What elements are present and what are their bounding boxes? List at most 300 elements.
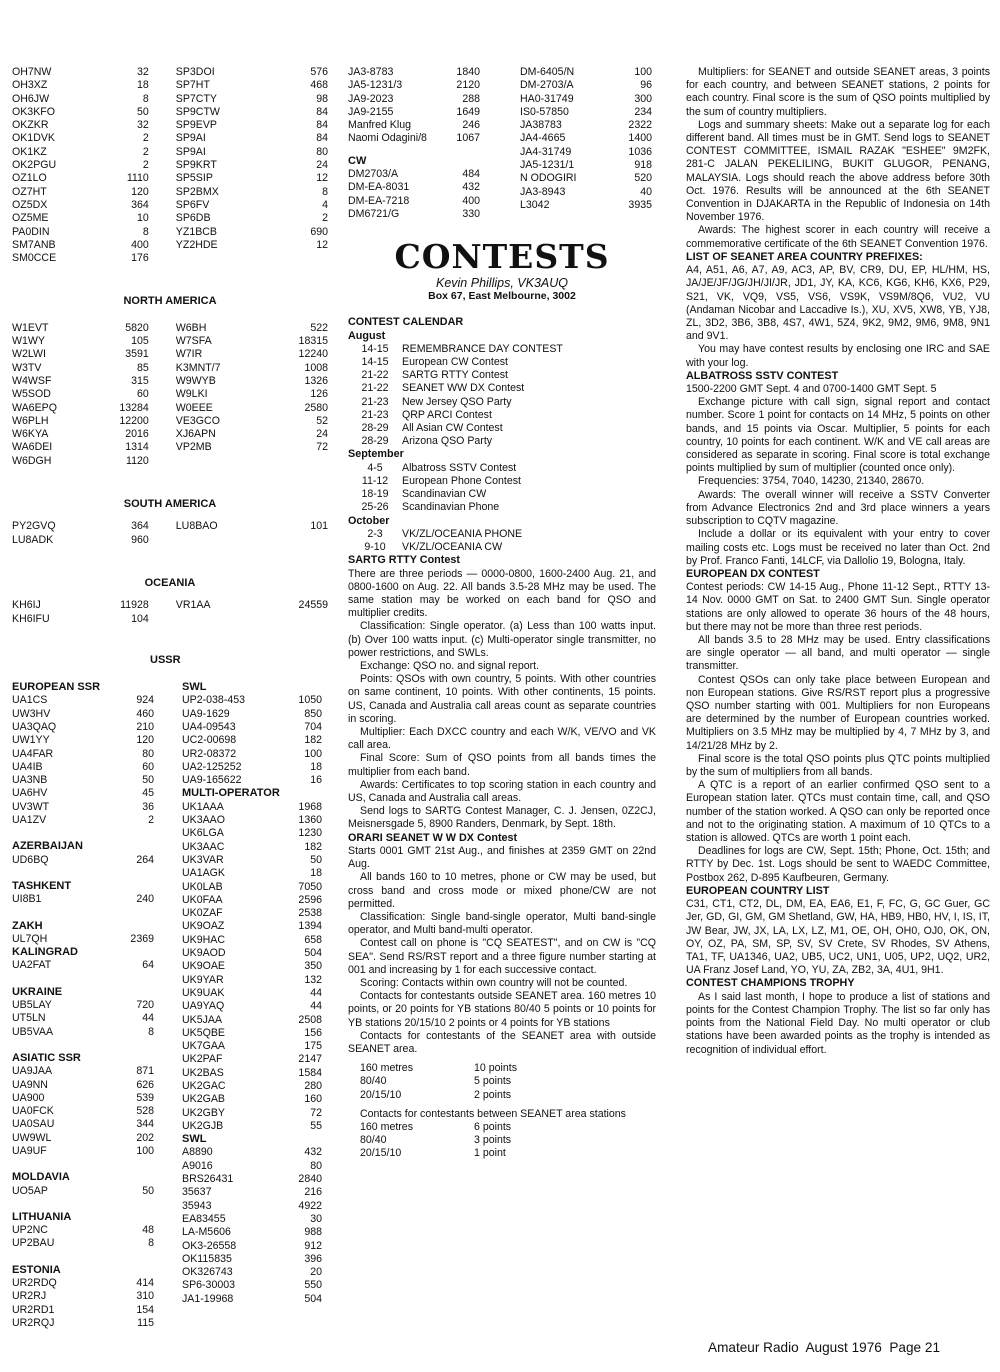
score-cell: 12240 (298, 348, 328, 361)
score-cell: 3935 (628, 198, 652, 211)
spacer (149, 172, 176, 185)
score-cell: 80 (142, 747, 154, 760)
callsign-cell: W6BH (175, 321, 207, 334)
callsign-cell: 35637 (182, 1186, 212, 1199)
spacer (149, 348, 176, 361)
spacer (149, 186, 176, 199)
callsign-cell: UK0FAA (182, 893, 223, 906)
page-footer: Amateur Radio August 1976 Page 21 (708, 1340, 941, 1355)
table-row (12, 748, 182, 761)
score-cell: 12 (316, 238, 328, 251)
score-cell: 115 (137, 1316, 154, 1329)
calendar-september: September (348, 448, 404, 461)
table-row (12, 1290, 182, 1303)
callsign-cell: SM0CCE (12, 252, 57, 265)
score-cell: 658 (304, 933, 322, 946)
table-row (12, 66, 328, 79)
table-row (12, 599, 328, 612)
score-cell: 8 (148, 1237, 154, 1250)
table-row (182, 934, 328, 947)
callsign-cell: UR2-08372 (182, 747, 237, 760)
callsign-cell: BRS26431 (182, 1173, 234, 1186)
callsign-cell: Manfred Klug (348, 119, 412, 132)
callsign-cell: SP9AI (175, 145, 206, 158)
score-cell: 98 (316, 92, 328, 105)
score-cell: 154 (136, 1303, 154, 1316)
callsign-cell (176, 534, 270, 547)
score-cell: 2 (142, 159, 149, 172)
table-row (520, 66, 652, 79)
spacer (149, 132, 176, 145)
score-cell: 55 (310, 1119, 322, 1132)
score-cell: 84 (316, 119, 328, 132)
callsign-cell: DM-EA-8031 (348, 181, 410, 194)
score-cell: 1326 (304, 374, 328, 387)
rules-para: Awards: The highest scorer in each country will receive a commemorative certificate of the 6th SEANET Convention 1976. (686, 224, 990, 250)
score-cell: 504 (304, 947, 322, 960)
ccc-heading: CONTEST CHAMPIONS TROPHY (686, 977, 855, 990)
table-row (12, 734, 182, 747)
table-row (520, 172, 652, 185)
table-row (348, 132, 480, 145)
table-row (12, 335, 328, 348)
calendar-entry (348, 396, 656, 409)
callsign-cell: UK0LAB (182, 880, 223, 893)
callsign-cell: UA900 (12, 1091, 45, 1104)
table-row (520, 199, 652, 212)
callsign-cell: A9016 (182, 1159, 213, 1172)
table-row (12, 93, 328, 106)
score-cell: 1050 (298, 694, 322, 707)
score-cell: 1584 (298, 1066, 322, 1079)
callsign-cell: HA0-31749 (520, 92, 574, 105)
score-cell: 3591 (125, 348, 149, 361)
callsign-cell: SP7HT (175, 79, 210, 92)
callsign-cell: UA9YAQ (182, 1000, 225, 1013)
score-cell: 871 (136, 1065, 154, 1078)
albatross-para: Exchange picture with call sign, signal report and contact number. Score 1 point for contacts on 14 MHz, 5 points on other bands, and 15 points via Oscar. Multiplier, 5 points for each country, 10 points for each continent. W/K and VE call areas are considered as separate in scoring. Final score is total exchange points multiplied by sum of multiplier (counted once only). (686, 396, 990, 475)
calendar-entry (348, 475, 656, 488)
callsign-cell: SP6FV (175, 198, 210, 211)
table-row (12, 1012, 182, 1025)
table-row (12, 534, 328, 547)
callsign-cell: UK2GAB (182, 1093, 225, 1106)
callsign-cell: UA0FCK (12, 1105, 54, 1118)
score-cell: 460 (136, 707, 154, 720)
eudx-para: A QTC is a report of an earlier confirmed QSO sent to a European station later. QTCs must contain time, call, and QSO number of the station worked. A QSO can only be reported once and not to the originating station. A maximum of 10 QTCs to a station is allowed. QTCs are worth 1 point each. (686, 779, 990, 845)
callsign-cell: DM-6405/N (520, 66, 575, 78)
table-row (182, 1067, 328, 1080)
table-row (12, 854, 182, 867)
table-row (182, 1240, 328, 1253)
table-row (182, 734, 328, 747)
region-heading: ASIATIC SSR (12, 1051, 81, 1064)
score-cell: 44 (310, 1000, 322, 1013)
calendar-september-list (348, 462, 656, 515)
callsign-cell: DM2703/A (348, 168, 399, 181)
table-row (12, 348, 328, 361)
callsign-cell: UK0ZAF (182, 907, 223, 920)
score-cell: 60 (142, 760, 154, 773)
calendar-event: VK/ZL/OCEANIA PHONE (402, 527, 523, 540)
europe-results-table (12, 66, 328, 265)
prefix-list: A4, A51, A6, A7, A9, AC3, AP, BV, CR9, DU, EP, HL/HM, HS, JA/JE/JF/JG/JH/JI/JR, JD1, JY, KA, KC6, KG6, KH6, KX6, P29, S21, VK, VQ9, VS5, VS6, VS9K, VS9M/8Q6, VU2, VU (Andaman Nicobar and Laccadive Is.), XU, XV5, XW8, YB, YJ8, ZL, 3D2, 3B6, 3B8, 4S7, 4W1, 5Z4, 9K2, 9M2, 9M6, 9M8, 9N1 and 9V1. (686, 264, 990, 343)
spacer (149, 146, 176, 159)
calendar-entry (348, 343, 656, 356)
callsign-cell: OH6JW (12, 92, 50, 105)
table-row (348, 93, 480, 106)
callsign-cell (176, 455, 270, 468)
callsign-cell: UA3NB (12, 774, 48, 787)
swl-results-right (520, 66, 652, 221)
table-row (348, 195, 480, 208)
callsign-cell: JA9-2023 (348, 92, 394, 105)
calendar-october-list (348, 528, 656, 554)
table-row (12, 801, 182, 814)
eudx-para: Final score is the total QSO points plus QTC points multiplied by the sum of multipliers from all bands. (686, 752, 990, 779)
table-row (348, 119, 480, 132)
sartg-para: Send logs to SARTG Contest Manager, C. J. Jensen, 0Z2CJ, Meisnersgade 5, 8900 Randers, Denmark, by Sept. 18th. (348, 805, 656, 831)
callsign-cell: SP6DB (175, 212, 211, 225)
callsign-cell: UA2FAT (12, 959, 52, 972)
score-cell: 1840 (456, 66, 480, 78)
callsign-cell: UR2RQJ (12, 1316, 55, 1329)
spacer (149, 252, 176, 265)
score-cell: 720 (136, 999, 154, 1012)
band-cell: 20/15/10 (360, 1147, 402, 1160)
table-row (12, 172, 328, 185)
callsign-cell: KH6IJ (12, 599, 41, 612)
score-cell (270, 534, 328, 547)
score-cell: 2596 (298, 893, 322, 906)
spacer (149, 199, 176, 212)
albatross-para: 1500-2200 GMT Sept. 4 and 0700-1400 GMT Sept. 5 (686, 383, 937, 396)
score-cell: 850 (304, 707, 322, 720)
region-heading: AZERBAIJAN (12, 840, 83, 853)
spacer (149, 226, 176, 239)
score-cell: 24 (316, 428, 328, 441)
callsign-cell: SP9EVP (175, 119, 218, 132)
calendar-event: All Asian CW Contest (402, 422, 503, 435)
north-america-heading: NORTH AMERICA (123, 295, 217, 308)
sartg-para: Classification: Single operator. (a) Less than 100 watts input. (b) Over 100 watts input. (c) Multi-operator single transmitter, no power restrictions, and SWLs. (348, 620, 656, 659)
callsign-cell: 35943 (182, 1199, 212, 1212)
callsign-cell: UK9OAZ (182, 920, 225, 933)
sartg-para: Multiplier: Each DXCC country and each W/K, VE/VO and VK call area. (348, 726, 656, 752)
table-row (12, 455, 328, 468)
score-cell: 202 (136, 1131, 154, 1144)
score-cell: 104 (131, 612, 149, 625)
callsign-cell: JA4-31749 (520, 145, 572, 158)
score-cell: 156 (304, 1026, 322, 1039)
region-heading: MULTI-OPERATOR (182, 787, 280, 800)
table-row (182, 1173, 328, 1186)
callsign-cell: UW3HV (12, 707, 51, 720)
orari-para: Contacts for contestants of the SEANET area with outside SEANET area. (348, 1029, 656, 1055)
points-row (348, 1147, 656, 1160)
score-cell: 432 (304, 1146, 322, 1159)
table-row (12, 1185, 182, 1198)
spacer (149, 402, 176, 415)
callsign-cell: WA6EPQ (12, 401, 57, 414)
score-cell: 315 (131, 374, 149, 387)
score-cell: 1314 (125, 441, 149, 454)
eudx-heading: EUROPEAN DX CONTEST (686, 567, 820, 580)
points-cell: 2 points (474, 1088, 512, 1101)
callsign-cell: UK2GJB (182, 1119, 224, 1132)
score-cell: 484 (462, 168, 480, 181)
cw-results (348, 168, 480, 221)
table-row (12, 106, 328, 119)
score-cell: 364 (131, 198, 149, 211)
score-cell: 626 (136, 1078, 154, 1091)
oceania-heading: OCEANIA (144, 576, 196, 589)
score-cell: 2538 (298, 907, 322, 920)
score-cell: 1008 (304, 361, 328, 374)
table-row (12, 787, 182, 800)
table-row (182, 801, 328, 814)
points-cell: 10 points (474, 1062, 517, 1075)
score-cell: 101 (310, 520, 328, 533)
calendar-august-list (348, 343, 656, 449)
calendar-date: 2-3 (367, 527, 383, 540)
table-row (520, 186, 652, 199)
table-row (182, 894, 328, 907)
callsign-cell: VR1AA (175, 599, 211, 612)
table-row (182, 907, 328, 920)
table-row (520, 159, 652, 172)
table-row (12, 212, 328, 225)
score-cell: 2 (142, 132, 149, 145)
score-cell: 8 (148, 1025, 154, 1038)
points-cell: 5 points (474, 1075, 512, 1088)
sartg-para: Awards: Certificates to top scoring station in each country and US, Canada and Australia call areas. (348, 778, 656, 805)
score-cell: 80 (310, 1159, 322, 1172)
spacer (149, 388, 176, 401)
callsign-cell: UK3VAR (182, 853, 224, 866)
score-cell: 175 (304, 1040, 322, 1053)
callsign-cell: UA3QAQ (12, 720, 57, 733)
callsign-cell: UA1AGK (182, 867, 225, 880)
score-cell: 176 (131, 252, 149, 265)
score-cell: 350 (304, 960, 322, 973)
callsign-cell: LU8ADK (12, 533, 54, 546)
score-cell: 5820 (125, 321, 149, 334)
score-cell: 1067 (456, 132, 480, 145)
rules-column (686, 66, 990, 1057)
callsign-cell: OH7NW (12, 66, 52, 78)
callsign-cell: SP9CTW (175, 105, 220, 118)
score-cell: 120 (131, 185, 149, 198)
region-heading: LITHUANIA (12, 1210, 72, 1223)
score-cell: 432 (462, 181, 480, 194)
calendar-entry (348, 462, 656, 475)
table-row (12, 428, 328, 441)
spacer (149, 520, 176, 533)
table-row (182, 761, 328, 774)
score-cell: 100 (634, 66, 652, 78)
score-cell: 32 (137, 119, 149, 132)
spacer (149, 93, 176, 106)
callsign-cell: UK3AAO (182, 814, 225, 827)
score-cell: 210 (136, 720, 154, 733)
score-cell: 132 (304, 973, 322, 986)
spacer (12, 1039, 182, 1052)
score-cell: 396 (304, 1252, 322, 1265)
table-row (12, 1118, 182, 1131)
callsign-cell: UB5VAA (12, 1025, 54, 1038)
callsign-cell: JA3-8783 (348, 66, 394, 78)
calendar-event: European Phone Contest (402, 474, 521, 487)
score-cell: 105 (131, 335, 149, 348)
score-cell: 240 (136, 893, 154, 906)
table-row (12, 893, 182, 906)
calendar-event: Arizona QSO Party (402, 435, 493, 448)
calendar-date: 28-29 (361, 435, 389, 448)
table-row (182, 920, 328, 933)
table-row (12, 1277, 182, 1290)
ussr-left-table (12, 681, 182, 1330)
spacer (149, 441, 176, 454)
score-cell: 24 (316, 159, 328, 172)
callsign-cell: UR2RJ (12, 1290, 47, 1303)
callsign-cell: UA9-1629 (182, 707, 230, 720)
score-cell: 234 (634, 105, 652, 118)
score-cell: 1968 (298, 800, 322, 813)
table-row (182, 1000, 328, 1013)
score-cell: 50 (310, 853, 322, 866)
calendar-date: 14-15 (361, 342, 389, 355)
region-heading: UKRAINE (12, 985, 63, 998)
score-cell: 918 (634, 159, 652, 172)
calendar-event: SEANET WW DX Contest (402, 382, 525, 395)
score-cell: 60 (137, 388, 149, 401)
callsign-cell: UW9WL (12, 1131, 52, 1144)
table-row (182, 1053, 328, 1066)
albatross-para: Frequencies: 3754, 7040, 14230, 21340, 28670. (698, 475, 925, 488)
score-cell: 1360 (298, 814, 322, 827)
score-cell: 50 (142, 1184, 154, 1197)
score-cell: 1649 (456, 105, 480, 118)
callsign-cell: W9WYB (175, 374, 216, 387)
spacer (149, 599, 176, 612)
orari-para: Contacts for contestants between SEANET area stations (360, 1107, 626, 1120)
spacer (149, 415, 176, 428)
score-cell (270, 455, 328, 468)
table-row (12, 959, 182, 972)
points-row (348, 1075, 656, 1088)
eclist-text: C31, CT1, CT2, DL, DM, EA, EA6, E1, F, FC, G, GC Guer, GC Jer, GD, GI, GM, GM Shetland, GW, HA, HB9, HB0, HV, I, IS, IT, JW Bear, JW, JX, LA, LX, LZ, M1, OE, OH, OH0, OJ0, OK, ON, OY, OZ, PA, SM, SP, SV, SV Crete, SV Rhodes, SV Athens, TA1, TF, UA1346, UA2, UB5, UC2, UN1, U05, UP2, UQ2, UR2, UA Franz Josef Land, YO, YU, ZA, ZB2, 3A, 4U1, 9H1. (686, 898, 990, 977)
callsign-cell: KH6IFU (12, 612, 50, 625)
score-cell: 300 (634, 92, 652, 105)
callsign-cell (176, 613, 270, 626)
region-heading: SWL (182, 681, 207, 694)
table-row (182, 1186, 328, 1199)
callsign-cell: UR2RD1 (12, 1303, 55, 1316)
callsign-cell: UA4FAR (12, 747, 54, 760)
calendar-event: VK/ZL/OCEANIA CW (402, 541, 503, 554)
callsign-cell: UK9HAC (182, 933, 225, 946)
calendar-event: European CW Contest (402, 356, 508, 369)
calendar-event: QRP ARCI Contest (402, 408, 492, 421)
sartg-para: Final Score: Sum of QSO points from all bands times the multiplier from each band. (348, 752, 656, 778)
score-cell: 64 (142, 959, 154, 972)
callsign-cell: VE3GCO (175, 414, 220, 427)
score-cell: 2580 (304, 401, 328, 414)
orari-para: All bands 160 to 10 metres, phone or CW may be used, but cross band and cross mode or mixed phone/CW are not permitted. (348, 871, 656, 910)
callsign-cell: YZ2HDE (175, 238, 218, 251)
calendar-august: August (348, 329, 386, 342)
callsign-cell: SP9AI (175, 132, 206, 145)
points-cell: 1 point (474, 1147, 506, 1160)
contests-column (348, 66, 656, 1161)
albatross-heading: ALBATROSS SSTV CONTEST (686, 369, 839, 382)
callsign-cell: JA38783 (520, 119, 562, 132)
orari-para: Contest call on phone is "CQ SEATEST", and on CW is "CQ SEA". Send RS/RST report and a three figure number starting at 001 and increasing by 1 for each successive contact. (348, 937, 656, 976)
score-cell: 264 (136, 853, 154, 866)
callsign-cell: UK9OAE (182, 960, 225, 973)
calendar-event: SARTG RTTY Contest (402, 369, 508, 382)
table-row (182, 974, 328, 987)
score-cell: 50 (142, 774, 154, 787)
callsign-cell: SP7CTY (175, 92, 217, 105)
callsign-cell: UK3AAC (182, 840, 225, 853)
callsign-cell: OKZKR (12, 119, 49, 132)
south-america-heading: SOUTH AMERICA (123, 498, 217, 511)
callsign-cell: UA6HV (12, 787, 48, 800)
calendar-event: Scandinavian CW (402, 488, 487, 501)
table-row (348, 181, 480, 194)
callsign-cell: OZ1LO (12, 172, 47, 185)
callsign-cell: PA0DIN (12, 225, 50, 238)
table-row (12, 774, 182, 787)
eclist-heading: EUROPEAN COUNTRY LIST (686, 884, 830, 897)
rules-para: Logs and summary sheets: Make out a separate log for each different band. All times must be in GMT. Send logs to SEANET CONTEST COMMITTEE, ISMAIL RAZAK "ESHEE" 9M2FK, 281-C JALAN PEKELILING, BUKIT GLUGOR, PENANG, MALAYSIA. Logs should reach the above address before 30th Oct. 1976. Results will be announced at the 6th SEANET Convention in DJAKARTA in the Republic of Indonesia on 14th November 1976. (686, 118, 990, 224)
region-heading: KALINGRAD (12, 946, 78, 959)
score-cell: 528 (136, 1105, 154, 1118)
callsign-cell: UT5LN (12, 1012, 46, 1025)
calendar-entry (348, 501, 656, 514)
table-row (12, 226, 328, 239)
callsign-cell: OZ7HT (12, 185, 47, 198)
score-cell: 84 (316, 105, 328, 118)
eudx-para: Contest QSOs can only take place between European and non European stations. Give RS/RST report plus a progressive QSO number starting with 001. Multipliers for non Europeans are determined by the number of European countries worked. Multipliers on 3.5 MHz may be multiplied by 4, 7 MHz by 3, and 14/21/28 MHz by 2. (686, 673, 990, 752)
score-cell: 126 (310, 388, 328, 401)
callsign-cell: A8890 (182, 1146, 213, 1159)
table-row (182, 867, 328, 880)
callsign-cell: W1WY (12, 335, 45, 348)
score-cell: 20 (310, 1266, 322, 1279)
score-cell: 400 (462, 194, 480, 207)
table-row (12, 694, 182, 707)
spacer (12, 1198, 182, 1211)
callsign-cell: UA9NN (12, 1078, 48, 1091)
score-cell: 1394 (298, 920, 322, 933)
spacer (149, 362, 176, 375)
score-cell: 182 (304, 734, 322, 747)
table-row (182, 1266, 328, 1279)
table-row (12, 520, 328, 533)
callsign-cell: UA2-125252 (182, 760, 242, 773)
table-row (182, 1213, 328, 1226)
score-cell: 1230 (298, 827, 322, 840)
table-row (12, 186, 328, 199)
score-cell: 32 (137, 66, 149, 78)
score-cell: 16 (310, 774, 322, 787)
score-cell: 1036 (628, 145, 652, 158)
table-row (520, 93, 652, 106)
score-cell: 2508 (298, 1013, 322, 1026)
